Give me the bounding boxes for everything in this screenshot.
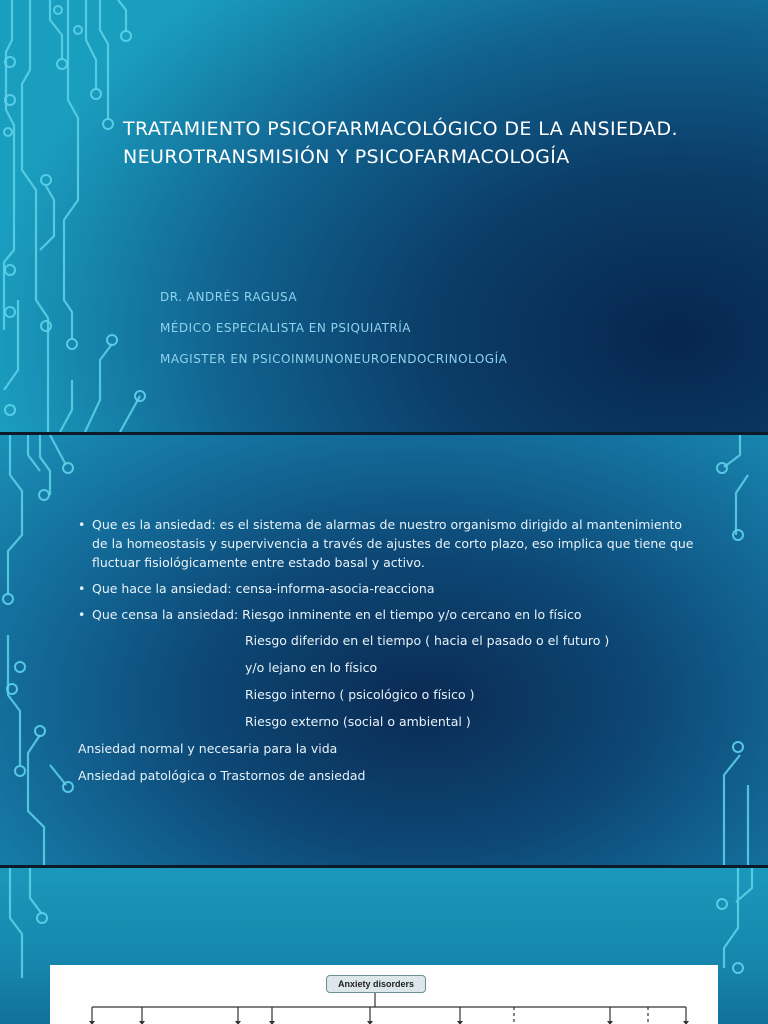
title-line-2: NEUROTRANSMISIÓN Y PSICOFARMACOLOGÍA [123, 146, 570, 168]
author-specialty: MÉDICO ESPECIALISTA EN PSIQUIATRÍA [160, 321, 411, 335]
indented-line: Riesgo interno ( psicológico o físico ) [245, 687, 475, 702]
content-slide [0, 435, 768, 865]
author-info [160, 287, 507, 380]
bullet-item [78, 515, 698, 572]
plain-line: Ansiedad patológica o Trastornos de ansiedad [78, 768, 366, 783]
bullet-marker: • [78, 517, 86, 532]
title-slide [0, 0, 768, 432]
author-name: DR. ANDRÉS RAGUSA [160, 290, 298, 304]
slide-body [78, 515, 698, 793]
anxiety-diagram [50, 965, 718, 1024]
plain-line: Ansiedad normal y necesaria para la vida [78, 741, 338, 756]
title-line-1: TRATAMIENTO PSICOFARMACOLÓGICO DE LA ANSIEDAD. [123, 118, 678, 140]
bullet-item [78, 579, 698, 598]
bullet-marker: • [78, 607, 86, 622]
indented-line: Riesgo externo (social o ambiental ) [245, 714, 471, 729]
indented-line: y/o lejano en lo físico [245, 660, 378, 675]
bullet-item [78, 605, 698, 624]
bullet-text: Que es la ansiedad: es el sistema de alarmas de nuestro organismo dirigido al mantenimiento de la homeostasis y supervivencia a través de ajustes de corto plazo, eso implica que tiene que fluctuar fisiológicamente entre estado basal y activo. [92, 517, 694, 570]
bullet-text: Que censa la ansiedad: Riesgo inminente en el tiempo y/o cercano en lo físico [92, 607, 582, 622]
page-title [123, 115, 753, 171]
author-degree: MAGISTER EN PSICOINMUNONEUROENDOCRINOLOGÍA [160, 352, 508, 366]
diagram-root-node: Anxiety disorders [326, 975, 426, 993]
bullet-text: Que hace la ansiedad: censa-informa-asocia-reacciona [92, 581, 435, 596]
bullet-marker: • [78, 581, 86, 596]
diagram-slide [0, 868, 768, 1024]
diagram-connectors [50, 965, 718, 1024]
indented-line: Riesgo diferido en el tiempo ( hacia el pasado o el futuro ) [245, 633, 610, 648]
